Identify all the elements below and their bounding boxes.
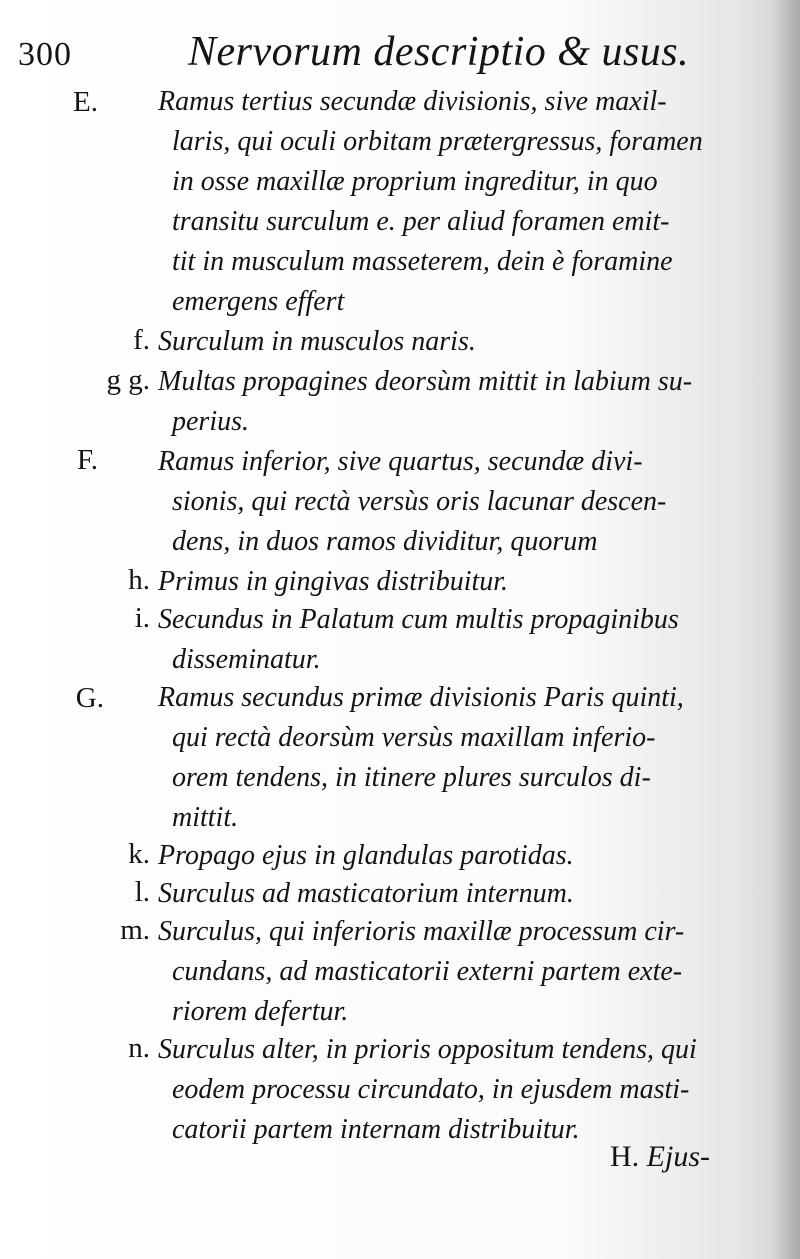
text-line: Ramus inferior, sive quartus, secundæ divi- (158, 446, 643, 477)
text-line: laris, qui oculi orbitam prætergressus, foramen (172, 126, 703, 157)
text-line: Surculum in musculos naris. (158, 326, 476, 357)
text-line: Multas propagines deorsùm mittit in labium su- (158, 366, 693, 397)
entry-marker: n. (128, 1032, 150, 1064)
text-line: catorii partem internam distribuitur. (172, 1114, 580, 1145)
catchword (610, 1140, 710, 1174)
text-line: Propago ejus in glandulas parotidas. (158, 840, 574, 871)
entry-marker: h. (128, 564, 150, 596)
text-line: Secundus in Palatum cum multis propaginibus (158, 604, 679, 635)
entry-marker: F. (76, 444, 98, 476)
entry-marker: i. (134, 602, 150, 634)
entry-marker: f. (133, 324, 150, 356)
entry-text (158, 600, 718, 680)
entry-text (158, 678, 718, 838)
page-header (18, 20, 698, 80)
entry-marker: G. (75, 682, 104, 714)
text-line: in osse maxillæ proprium ingreditur, in quo (172, 166, 658, 197)
text-line: transitu surculum e. per aliud foramen emit- (172, 206, 670, 237)
entry-text (158, 82, 718, 322)
text-line: Primus in gingivas distribuitur. (158, 566, 509, 597)
text-line: dens, in duos ramos dividitur, quorum (172, 526, 598, 557)
entry-text (158, 362, 718, 442)
entry-text (158, 912, 718, 1032)
text-line: disseminatur. (172, 644, 321, 675)
text-line: Surculus alter, in prioris oppositum tendens, qui (158, 1034, 697, 1065)
text-line: Surculus ad masticatorium internum. (158, 878, 574, 909)
text-line: Ramus tertius secundæ divisionis, sive maxil- (158, 86, 667, 117)
page-number: 300 (18, 36, 72, 73)
page-edge-shadow (770, 0, 800, 1259)
text-line: eodem processu circundato, in ejusdem masti- (172, 1074, 690, 1105)
text-line: mittit. (172, 802, 239, 833)
entry-marker: g g. (106, 364, 150, 396)
catchword-word: Ejus- (646, 1140, 710, 1173)
text-line: emergens effert (172, 286, 345, 317)
entry-marker: m. (120, 914, 150, 946)
running-title: Nervorum descriptio & usus. (188, 29, 690, 75)
text-line: sionis, qui rectà versùs oris lacunar descen- (172, 486, 667, 517)
entry-text (158, 874, 718, 914)
text-line: qui rectà deorsùm versùs maxillam inferio- (172, 722, 656, 753)
entry-text (158, 322, 718, 362)
entry-marker: l. (134, 876, 150, 908)
text-line: Ramus secundus primæ divisionis Paris quinti, (158, 682, 684, 713)
entry-text (158, 562, 718, 602)
text-line: Surculus, qui inferioris maxillæ processum cir- (158, 916, 685, 947)
catchword-marker: H. (610, 1140, 640, 1173)
text-line: riorem defertur. (172, 996, 349, 1027)
text-line: orem tendens, in itinere plures surculos di- (172, 762, 651, 793)
text-line: perius. (172, 406, 249, 437)
entry-text (158, 1030, 718, 1150)
text-line: cundans, ad masticatorii externi partem exte- (172, 956, 683, 987)
entry-marker: E. (73, 86, 98, 118)
entry-text (158, 442, 718, 562)
entry-text (158, 836, 718, 876)
entry-marker: k. (128, 838, 150, 870)
text-line: tit in musculum masseterem, dein è foramine (172, 246, 673, 277)
